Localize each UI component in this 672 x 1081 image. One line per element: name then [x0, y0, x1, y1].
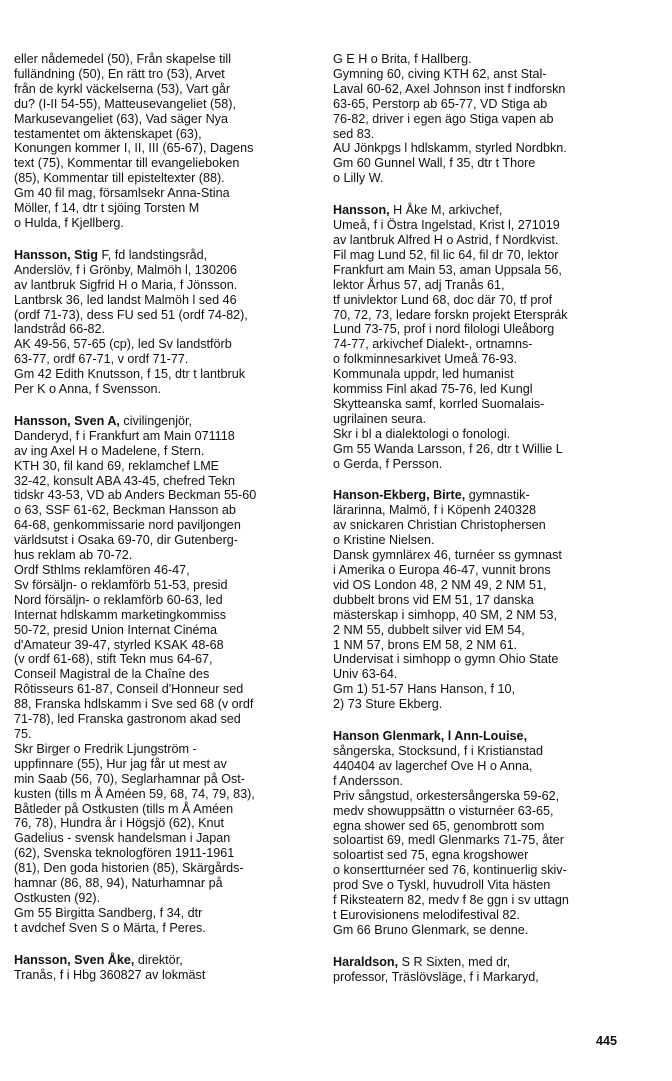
text-line: Lantbrsk 36, led landst Malmöh l sed 46 — [14, 292, 237, 307]
entry-heading — [333, 203, 625, 218]
biography-entry — [333, 203, 625, 471]
text-line: Frankfurt am Main 53, aman Uppsala 56, — [333, 262, 562, 277]
text-line: lektor Århus 57, adj Tranås 61, — [333, 277, 505, 292]
text-line: Skytteanska samf, korrled Suomalais- — [333, 396, 545, 411]
text-line: Univ 63-64. — [333, 667, 398, 682]
text-line: eller nådemedel (50), Från skapelse till — [14, 52, 231, 66]
entry-title: H Åke M, arkivchef, — [389, 203, 503, 218]
text-line: hamnar (86, 88, 94), Naturhamnar på — [14, 876, 223, 891]
entry-name: Hansson, Sven Åke, — [14, 952, 135, 967]
text-line: 75. — [14, 726, 32, 741]
entry-heading — [333, 955, 625, 970]
entry-title: F, fd landstingsråd, — [97, 247, 208, 262]
text-line: 2 NM 55, dubbelt silver vid EM 54, — [333, 622, 525, 637]
text-line: Båtleder på Ostkusten (tills m Å Améen — [14, 801, 234, 816]
text-line: från de kyrkl väckelserna (53), Vart går — [14, 81, 231, 96]
text-line: Sv försäljn- o reklamförb 51-53, presid — [14, 577, 228, 592]
text-line: 71-78), led Franska gastronom akad sed — [14, 712, 241, 727]
text-line: Gm 55 Birgitta Sandberg, f 34, dtr — [14, 905, 203, 920]
text-line: prod Sve o Tyskl, huvudroll Vita hästen — [333, 878, 551, 893]
text-line: sångerska, Stocksund, f i Kristianstad — [333, 743, 543, 758]
text-line: 63-77, ordf 67-71, v ordf 71-77. — [14, 352, 189, 367]
text-line: AU Jönkpgs l hdlskamm, styrled Nordbkn. — [333, 141, 567, 156]
entry-title: direktör, — [134, 952, 183, 967]
text-line: egna shower sed 65, genombrott som — [333, 818, 545, 833]
text-line: f Andersson. — [333, 773, 404, 788]
entry-heading — [14, 953, 306, 968]
text-line: Internat hdlskamm marketingkommiss — [14, 607, 227, 622]
entry-title: S R Sixten, med dr, — [398, 954, 511, 969]
text-line: Ostkusten (92). — [14, 890, 101, 905]
text-line: Gm 55 Wanda Larsson, f 26, dtr t Willie L — [333, 441, 563, 456]
text-line: 63-65, Perstorp ab 65-77, VD Stiga ab — [333, 96, 548, 111]
text-line: 2) 73 Sture Ekberg. — [333, 697, 443, 712]
text-line: uppfinnare (55), Hur jag får ut mest av — [14, 756, 227, 771]
text-line: kommiss Finl akad 75-76, led Kungl — [333, 382, 533, 397]
entry-name: Hansson, Sven A, — [14, 413, 120, 428]
biography-entry — [333, 52, 625, 186]
text-line: Gadelius - svensk handelsman i Japan — [14, 831, 231, 846]
text-line: t Eurovisionens melodifestival 82. — [333, 907, 520, 922]
biography-entry — [333, 488, 625, 712]
text-line: (v ordf 61-68), stift Tekn mus 64-67, — [14, 652, 213, 667]
text-line: Gm 40 fil mag, församlsekr Anna-Stina — [14, 186, 230, 201]
text-line: 76, 78), Hundra år i Högsjö (62), Knut — [14, 816, 225, 831]
text-line: Anderslöv, f i Grönby, Malmöh l, 130206 — [14, 262, 237, 277]
text-line: Dansk gymnlärex 46, turnéer ss gymnast — [333, 548, 562, 563]
text-line: 32-42, konsult ABA 43-45, chefred Tekn — [14, 473, 236, 488]
text-line: testamentet om äktenskapet (63), — [14, 126, 202, 141]
text-line: G E H o Brita, f Hallberg. — [333, 52, 472, 66]
text-line: Undervisat i simhopp o gymn Ohio State — [333, 652, 559, 667]
text-line: t avdchef Sven S o Märta, f Peres. — [14, 920, 206, 935]
text-line: o Gerda, f Persson. — [333, 456, 443, 471]
text-line: Gm 60 Gunnel Wall, f 35, dtr t Thore — [333, 156, 536, 171]
text-line: o konsertturnéer sed 76, kontinuerlig skiv- — [333, 863, 567, 878]
text-line: soloartist 69, medl Glenmarks 71-75, åter — [333, 833, 564, 848]
page-number: 445 — [596, 1034, 618, 1048]
text-line: 64-68, genkommissarie nord paviljongen — [14, 518, 241, 533]
text-line: tf univlektor Lund 68, doc där 70, tf prof — [333, 292, 553, 307]
text-line: 50-72, presid Union Internat Cinéma — [14, 622, 218, 637]
text-line: sed 83. — [333, 126, 375, 141]
text-line: 76-82, driver i egen ägo Stiga vapen ab — [333, 111, 554, 126]
text-line: landstråd 66-82. — [14, 322, 106, 337]
text-line: Rôtisseurs 61-87, Conseil d'Honneur sed — [14, 682, 244, 697]
text-line: Gm 1) 51-57 Hans Hanson, f 10, — [333, 682, 516, 697]
text-line: av lantbruk Sigfrid H o Maria, f Jönsson. — [14, 277, 238, 292]
entry-title: civilingenjör, — [119, 413, 193, 428]
text-line: fulländning (50), En rätt tro (53), Arvet — [14, 66, 225, 81]
biography-entry — [333, 955, 625, 985]
biography-entry — [14, 953, 306, 983]
text-line: Danderyd, f i Frankfurt am Main 071118 — [14, 428, 235, 443]
text-line: Priv sångstud, orkestersångerska 59-62, — [333, 788, 560, 803]
text-line: Gm 42 Edith Knutsson, f 15, dtr t lantbruk — [14, 367, 246, 382]
entry-heading — [14, 414, 306, 429]
text-line: Umeå, f i Östra Ingelstad, Krist l, 271019 — [333, 218, 560, 233]
text-line: Tranås, f i Hbg 360827 av lokmäst — [14, 967, 206, 982]
biography-entry — [14, 52, 306, 231]
text-line: professor, Träslövsläge, f i Markaryd, — [333, 969, 539, 984]
text-line: o Kristine Nielsen. — [333, 533, 435, 548]
text-line: du? (I-II 54-55), Matteusevangeliet (58), — [14, 96, 236, 111]
entry-title: gymnastik- — [465, 488, 530, 503]
text-line: (85), Kommentar till episteltexter (88). — [14, 171, 225, 186]
right-column — [333, 52, 625, 1002]
text-line: 88, Franska hdlskamm i Sve sed 68 (v ordf — [14, 697, 254, 712]
text-line: Markusevangeliet (63), Vad säger Nya — [14, 111, 228, 126]
text-line: av snickaren Christian Christophersen — [333, 518, 546, 533]
text-line: o 63, SSF 61-62, Beckman Hansson ab — [14, 503, 236, 518]
text-line: Möller, f 14, dtr t sjöing Torsten M — [14, 201, 200, 216]
biography-entry — [14, 248, 306, 397]
biography-entry — [333, 729, 625, 938]
text-line: Laval 60-62, Axel Johnson inst f indforskn — [333, 81, 566, 96]
entry-name: Hanson Glenmark, l Ann-Louise, — [333, 729, 528, 744]
text-line: Gm 66 Bruno Glenmark, se denne. — [333, 922, 529, 937]
text-line: (81), Den goda historien (85), Skärgårds- — [14, 861, 244, 876]
text-line: soloartist sed 75, egna krogshower — [333, 848, 529, 863]
entry-name: Hansson, — [333, 203, 390, 218]
entry-name: Hanson-Ekberg, Birte, — [333, 488, 466, 503]
entry-name: Haraldson, — [333, 954, 399, 969]
entry-name: Hansson, Stig — [14, 247, 98, 262]
biography-entry — [14, 414, 306, 936]
text-line: Per K o Anna, f Svensson. — [14, 382, 162, 397]
text-line: mästerskap i simhopp, 40 SM, 2 NM 53, — [333, 607, 557, 622]
text-line: vid OS London 48, 2 NM 49, 2 NM 51, — [333, 577, 547, 592]
text-line: AK 49-56, 57-65 (cp), led Sv landstförb — [14, 337, 232, 352]
text-line: lärarinna, Malmö, f i Köpenh 240328 — [333, 503, 537, 518]
text-line: o folkminnesarkivet Umeå 76-93. — [333, 352, 518, 367]
text-line: d'Amateur 39-47, styrled KSAK 48-68 — [14, 637, 224, 652]
text-line: Nord försäljn- o reklamförb 60-63, led — [14, 592, 223, 607]
text-line: Ordf Sthlms reklamfören 46-47, — [14, 563, 190, 577]
text-line: av ing Axel H o Madelene, f Stern. — [14, 443, 205, 458]
text-line: medv showuppsättn o visturnéer 63-65, — [333, 803, 554, 818]
text-line: o Hulda, f Kjellberg. — [14, 215, 124, 230]
text-line: dubbelt brons vid EM 51, 17 danska — [333, 592, 534, 607]
text-line: (ordf 71-73), dess FU sed 51 (ordf 74-82), — [14, 307, 248, 322]
text-line: tidskr 43-53, VD ab Anders Beckman 55-60 — [14, 488, 257, 503]
text-line: världsutst i Osaka 69-70, dir Gutenberg- — [14, 533, 238, 548]
text-line: ugrilainen seura. — [333, 411, 427, 426]
entry-heading — [333, 488, 625, 503]
text-line: 1 NM 57, brons EM 58, 2 NM 61. — [333, 637, 518, 652]
text-line: min Saab (56, 70), Seglarhamnar på Ost- — [14, 771, 245, 786]
text-line: 74-77, arkivchef Dialekt-, ortnamns- — [333, 337, 533, 352]
text-line: Conseil Magistral de la Chaîne des — [14, 667, 210, 682]
text-line: o Lilly W. — [333, 171, 384, 186]
text-line: av lantbruk Alfred H o Astrid, f Nordkvist. — [333, 232, 559, 247]
left-column — [14, 52, 306, 999]
text-line: (62), Svenska teknologfören 1911-1961 — [14, 846, 235, 861]
text-line: i Amerika o Europa 46-47, vunnit brons — [333, 563, 551, 577]
text-line: Skr i bl a dialektologi o fonologi. — [333, 426, 511, 441]
text-line: 440404 av lagerchef Ove H o Anna, — [333, 758, 533, 773]
text-line: Lund 73-75, prof i nord filologi Uleåborg — [333, 322, 555, 337]
text-line: Skr Birger o Fredrik Ljungström - — [14, 741, 197, 756]
entry-heading — [333, 729, 625, 744]
text-line: Kommunala uppdr, led humanist — [333, 367, 514, 382]
text-line: hus reklam ab 70-72. — [14, 548, 133, 563]
text-line: kusten (tills m Å Améen 59, 68, 74, 79, 83), — [14, 786, 255, 801]
text-line: 70, 72, 73, ledare forskn projekt Etersprák — [333, 307, 568, 322]
text-line: text (75), Kommentar till evangelieboken — [14, 156, 240, 171]
text-line: Konungen kommer I, II, III (65-67), Dagens — [14, 141, 254, 156]
text-line: Fil mag Lund 52, fil lic 64, fil dr 70, lektor — [333, 247, 559, 262]
entry-heading — [14, 248, 306, 263]
text-line: f Riksteatern 82, medv f 8e ggn i sv uttagn — [333, 893, 569, 908]
text-line: Gymning 60, civing KTH 62, anst Stal- — [333, 66, 547, 81]
text-line: KTH 30, fil kand 69, reklamchef LME — [14, 458, 220, 473]
